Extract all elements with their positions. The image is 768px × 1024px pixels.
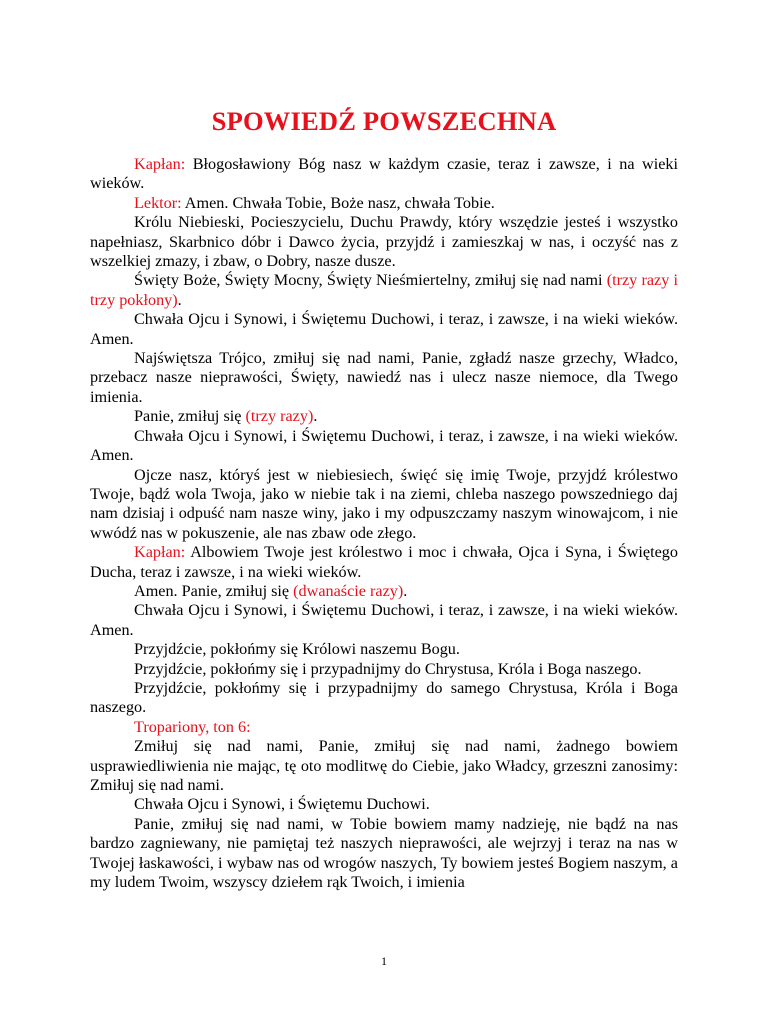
paragraph-text: Chwała Ojcu i Synowi, i Świętemu Duchowi, i teraz, i zawsze, i na wieki wieków. Amen. <box>90 601 678 639</box>
paragraph-text: Chwała Ojcu i Synowi, i Świętemu Duchowi, i teraz, i zawsze, i na wieki wieków. Amen. <box>90 310 678 348</box>
rubric-label: Kapłan: <box>134 155 186 173</box>
paragraph-text: Przyjdźcie, pokłońmy się i przypadnijmy do Chrystusa, Króla i Boga naszego. <box>134 659 642 678</box>
document-page <box>90 0 678 1024</box>
document-body <box>90 155 678 892</box>
paragraph <box>90 310 678 349</box>
paragraph <box>90 815 678 893</box>
paragraph <box>90 795 678 814</box>
paragraph <box>90 679 678 718</box>
paragraph-tail: . <box>403 581 408 600</box>
paragraph-text: Chwała Ojcu i Synowi, i Świętemu Duchowi, i teraz, i zawsze, i na wieki wieków. Amen. <box>90 426 678 465</box>
paragraph-text: Królu Niebieski, Pocieszycielu, Duchu Prawdy, który wszędzie jesteś i wszystko napełniasz, Skarbnico dóbr i Dawco życia, przyjdź i zamieszkaj w nas, i oczyść nas z wszelkiej zmazy, i zbaw, o Dobry, nasze dusze. <box>90 213 678 271</box>
paragraph <box>90 407 678 426</box>
paragraph-text: Amen. Chwała Tobie, Boże nasz, chwała Tobie. <box>181 193 495 212</box>
paragraph-text: Albowiem Twoje jest królestwo i moc i chwała, Ojca i Syna, i Świętego Ducha, teraz i zawsze, i na wieki wieków. <box>90 543 678 581</box>
paragraph <box>90 718 678 737</box>
paragraph-text: Zmiłuj się nad nami, Panie, zmiłuj się nad nami, żadnego bowiem usprawiedliwienia nie mając, tę oto modlitwę do Ciebie, jako Władcy, grzeszni zanosimy: Zmiłuj się nad nami. <box>90 737 678 794</box>
paragraph-text: Panie, zmiłuj się <box>134 407 246 426</box>
paragraph <box>90 543 678 582</box>
paragraph <box>90 601 678 640</box>
paragraph <box>90 349 678 407</box>
paragraph-text: Chwała Ojcu i Synowi, i Świętemu Duchowi. <box>134 795 430 814</box>
paragraph <box>90 582 678 601</box>
paragraph <box>90 271 678 310</box>
rubric-note: (trzy razy i trzy pokłony) <box>90 271 678 309</box>
paragraph <box>90 737 678 795</box>
page-title: SPOWIEDŹ POWSZECHNA <box>211 106 557 136</box>
rubric-note: (trzy razy) <box>245 407 314 426</box>
paragraph-text: Panie, zmiłuj się nad nami, w Tobie bowiem mamy nadzieję, nie bądź na nas bardzo zagniewany, nie pamiętaj też naszych nieprawości, ale wejrzyj i teraz na nas w Twojej łaskawości, i wybaw nas od wrogów naszych, Ty bowiem jesteś Bogiem naszym, a my ludem Twoim, wszyscy dziełem rąk Twoich, i imienia <box>90 814 678 892</box>
paragraph-text: Błogosławiony Bóg nasz w każdym czasie, teraz i zawsze, i na wieki wieków. <box>90 155 678 193</box>
rubric-label: Kapłan: <box>134 543 186 562</box>
paragraph-text: Ojcze nasz, któryś jest w niebiesiech, święć się imię Twoje, przyjdź królestwo Twoje, bądź wola Twoja, jako w niebie tak i na ziemi, chleba naszego powszedniego daj nam dzisiaj i odpuść nam nasze winy, jako i my odpuszczamy naszym winowajcom, i nie wwódź nas w pokuszenie, ale nas zbaw ode złego. <box>90 465 678 542</box>
paragraph <box>90 213 678 271</box>
paragraph-text: Przyjdźcie, pokłońmy się i przypadnijmy do samego Chrystusa, Króla i Boga naszego. <box>90 678 678 717</box>
paragraph <box>90 466 678 544</box>
paragraph <box>90 155 678 194</box>
paragraph-text: Święty Boże, Święty Mocny, Święty Nieśmiertelny, zmiłuj się nad nami <box>134 271 607 290</box>
paragraph <box>90 427 678 466</box>
page-number: 1 <box>381 954 387 968</box>
paragraph-tail: . <box>177 290 182 309</box>
paragraph <box>90 640 678 659</box>
paragraph-text: Najświętsza Trójco, zmiłuj się nad nami, Panie, zgładź nasze grzechy, Władco, przebacz nasze nieprawości, Święty, nawiedź nas i ulecz nasze niemoce, dla Twego imienia. <box>90 349 678 406</box>
paragraph-tail: . <box>313 407 318 426</box>
paragraph-text: Przyjdźcie, pokłońmy się Królowi naszemu Bogu. <box>134 640 460 659</box>
rubric-note: (dwanaście razy) <box>293 581 404 600</box>
paragraph <box>90 194 678 213</box>
paragraph-text: Amen. Panie, zmiłuj się <box>134 581 294 600</box>
rubric-label: Lektor: <box>134 193 182 212</box>
rubric-label: Tropariony, ton 6: <box>134 717 251 736</box>
paragraph <box>90 660 678 679</box>
